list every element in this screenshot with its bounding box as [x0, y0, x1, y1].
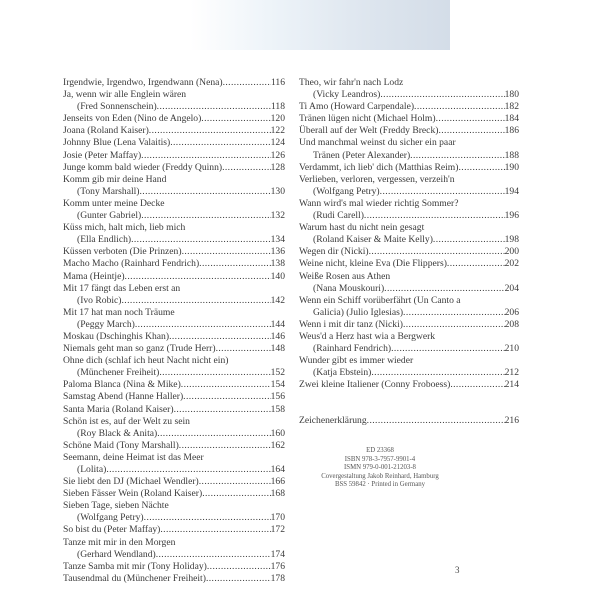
toc-entry-line	[63, 524, 285, 536]
toc-entry-line	[63, 488, 285, 500]
toc-entry-title: Sieben Fässer Wein (Roland Kaiser)	[63, 488, 203, 500]
toc-entry-page: 212	[504, 367, 519, 379]
leader-dots	[450, 379, 504, 391]
leader-dots	[369, 246, 505, 258]
toc-entry-line	[63, 258, 285, 270]
toc-entry-page: 158	[270, 403, 285, 415]
toc-entry-title: Moskau (Dschinghis Khan)	[63, 330, 170, 342]
toc-entry-title: Sieben Tage, sieben Nächte	[63, 500, 169, 512]
toc-entry-page: 210	[504, 343, 519, 355]
toc-entry[interactable]	[299, 137, 519, 161]
toc-entry-title: (Gunter Gabriel)	[77, 210, 142, 222]
toc-entry-page: 200	[504, 246, 519, 258]
toc-entry[interactable]	[299, 379, 519, 391]
toc-entry-title: Tanze mit mir in den Morgen	[63, 536, 176, 548]
toc-entry-page: 202	[504, 258, 519, 270]
toc-entry-line	[299, 379, 519, 391]
toc-entry-title: (Rainhard Fendrich)	[313, 343, 392, 355]
toc-entry-title: Samstag Abend (Hanne Haller)	[63, 391, 184, 403]
toc-entry[interactable]	[63, 150, 285, 162]
toc-entry[interactable]	[299, 162, 519, 174]
leader-dots	[436, 113, 505, 125]
toc-entry-title: (Roland Kaiser & Maite Kelly)	[313, 234, 433, 246]
leader-dots	[160, 524, 270, 536]
toc-entry-title: (Rudi Carell)	[313, 210, 364, 222]
toc-entry-line	[63, 222, 285, 234]
toc-entry[interactable]	[63, 355, 285, 379]
toc-entry-title: Galicia) (Julio Iglesias)	[313, 306, 404, 318]
toc-entry[interactable]	[63, 343, 285, 355]
toc-entry-line	[299, 271, 519, 283]
leader-dots	[183, 391, 270, 403]
toc-entry-line	[63, 89, 285, 101]
toc-entry[interactable]	[63, 77, 285, 89]
toc-entry-page: 184	[504, 113, 519, 125]
leader-dots	[125, 271, 271, 283]
toc-entry[interactable]	[63, 258, 285, 270]
toc-entry-page: 216	[504, 415, 519, 427]
imprint-line: BSS 59842 · Printed in Germany	[334, 481, 426, 489]
toc-entry-page: 140	[270, 270, 285, 282]
toc-entry-line	[63, 416, 285, 428]
toc-entry-line	[299, 113, 519, 125]
toc-entry-title: Paloma Blanca (Nina & Mike)	[63, 379, 181, 391]
toc-entry-line	[299, 355, 519, 367]
leader-dots	[433, 234, 505, 246]
toc-entry-line	[63, 186, 285, 198]
toc-entry-line	[299, 89, 519, 101]
toc-entry-line	[63, 150, 285, 162]
toc-entry-page: 214	[504, 379, 519, 391]
toc-entry-title: (Nana Mouskouri)	[313, 282, 385, 294]
toc-entry-line	[299, 186, 519, 198]
toc-entry-title: Seemann, deine Heimat ist das Meer	[63, 451, 204, 463]
leader-dots	[139, 186, 270, 198]
toc-entry[interactable]	[63, 561, 285, 573]
toc-entry-title: Zwei kleine Italiener (Conny Froboess)	[299, 379, 451, 391]
toc-entry-title: (Wolfgang Petry)	[77, 512, 144, 524]
toc-entry-page: 156	[270, 391, 285, 403]
toc-entry-title: Mit 17 fängt das Leben erst an	[63, 282, 181, 294]
leader-dots	[403, 319, 505, 331]
toc-entry-title: Mit 17 hat man noch Träume	[63, 306, 175, 318]
toc-entry-title: Weus'd a Herz hast wia a Bergwerk	[299, 330, 436, 342]
toc-entry-line	[63, 113, 285, 125]
toc-entry[interactable]	[63, 246, 285, 258]
leader-dots	[170, 137, 270, 149]
toc-entry-line	[63, 343, 285, 355]
toc-entry-page: 208	[504, 318, 519, 330]
toc-entry[interactable]	[63, 440, 285, 452]
toc-entry-line	[299, 198, 519, 210]
toc-entry-page: 172	[270, 524, 285, 536]
toc-entry-line	[63, 464, 285, 476]
toc-entry-title: Ti Amo (Howard Carpendale)	[299, 101, 415, 113]
toc-entry-title: Schön ist es, auf der Welt zu sein	[63, 415, 190, 427]
toc-entry[interactable]	[63, 391, 285, 403]
toc-entry-line	[299, 174, 519, 186]
toc-entry-title: Niemals geht man so ganz (Trude Herr)	[63, 343, 216, 355]
toc-entry[interactable]	[299, 198, 519, 222]
toc-entry-title: (Vicky Leandros)	[313, 89, 381, 101]
toc-entry-page: 134	[270, 234, 285, 246]
leader-dots	[199, 476, 271, 488]
toc-entry-page: 124	[270, 137, 285, 149]
toc-entry-line	[299, 343, 519, 355]
toc-column-left	[63, 77, 285, 585]
toc-entry[interactable]	[63, 283, 285, 307]
leader-dots	[141, 150, 270, 162]
leader-dots	[157, 428, 270, 440]
toc-entry-line	[299, 283, 519, 295]
toc-entry-page: 152	[270, 367, 285, 379]
toc-entry-page: 130	[270, 185, 285, 197]
toc-entry-title: (Ella Endlich)	[77, 234, 132, 246]
leader-dots	[144, 512, 271, 524]
leader-dots	[380, 89, 504, 101]
toc-entry-page: 196	[504, 210, 519, 222]
leader-dots	[106, 464, 270, 476]
leader-dots	[447, 258, 505, 270]
toc-entry-line	[63, 198, 285, 210]
toc-entry-page: 204	[504, 282, 519, 294]
toc-entry[interactable]	[299, 355, 519, 379]
toc-entry-page: 174	[270, 548, 285, 560]
leader-dots	[403, 307, 505, 319]
toc-entry[interactable]	[63, 488, 285, 500]
leader-dots	[414, 101, 505, 113]
toc-entry-title: Santa Maria (Roland Kaiser)	[63, 403, 174, 415]
leader-dots	[371, 367, 504, 379]
toc-entry-line	[63, 452, 285, 464]
toc-entry[interactable]	[63, 573, 285, 585]
leader-dots	[181, 379, 271, 391]
toc-entry-title: (Ivo Robic)	[77, 294, 122, 306]
toc-entry-line	[63, 440, 285, 452]
toc-entry[interactable]	[299, 101, 519, 113]
toc-entry-page: 122	[270, 125, 285, 137]
toc-entry-title: Irgendwie, Irgendwo, Irgendwann (Nena)	[63, 77, 223, 88]
toc-entry-line	[299, 319, 519, 331]
toc-entry-line	[63, 307, 285, 319]
toc-entry-title: Tränen lügen nicht (Michael Holm)	[299, 113, 436, 125]
toc-column-right	[299, 77, 519, 428]
leader-dots	[135, 319, 271, 331]
toc-entry-page: 198	[504, 234, 519, 246]
toc-entry-title: Johnny Blue (Lena Valaitis)	[63, 137, 171, 149]
toc-entry-title: Macho Macho (Rainhard Fendrich)	[63, 258, 200, 270]
toc-entry-page: 118	[270, 101, 285, 113]
toc-entry-page: 188	[504, 149, 519, 161]
toc-entry-page: 170	[270, 512, 285, 524]
leader-dots	[201, 113, 270, 125]
toc-entry[interactable]	[63, 198, 285, 222]
toc-entry-page: 138	[270, 258, 285, 270]
leader-dots	[149, 125, 271, 137]
leader-dots	[223, 77, 271, 89]
toc-entry-title: Tränen (Peter Alexander)	[313, 149, 411, 161]
leader-dots	[410, 150, 504, 162]
toc-entry[interactable]	[63, 137, 285, 149]
toc-entry-page: 182	[504, 101, 519, 113]
toc-entry-title: Tausendmal du (Münchener Freiheit)	[63, 572, 206, 584]
toc-entry[interactable]	[63, 537, 285, 561]
toc-entry[interactable]	[63, 222, 285, 246]
toc-entry-line	[63, 404, 285, 416]
leader-dots	[159, 367, 270, 379]
toc-entry-title: Zeichenerklärung	[299, 415, 367, 427]
toc-entry-page: 162	[270, 439, 285, 451]
toc-entry-line	[299, 162, 519, 174]
toc-entry-title: Sie liebt den DJ (Michael Wendler)	[63, 476, 199, 488]
toc-entry-title: Und manchmal weinst du sicher ein paar	[299, 137, 456, 149]
toc-entry-line	[63, 331, 285, 343]
leader-dots	[182, 246, 271, 258]
toc-entry[interactable]	[63, 331, 285, 343]
toc-entry[interactable]	[299, 331, 519, 355]
toc-entry-line	[63, 246, 285, 258]
toc-entry-line	[63, 476, 285, 488]
imprint-line: ED 23368	[366, 447, 394, 454]
imprint-line: ISMN 979-0-001-21203-8	[344, 464, 416, 472]
toc-entry-title: Wann wird's mal wieder richtig Sommer?	[299, 197, 459, 209]
page-number: 3	[455, 565, 460, 575]
leader-dots	[179, 440, 271, 452]
leader-dots	[157, 101, 271, 113]
leader-dots	[169, 331, 271, 343]
toc-entry[interactable]	[63, 89, 285, 113]
leader-dots	[207, 561, 271, 573]
toc-entry-line	[299, 137, 519, 149]
toc-entry-page: 178	[270, 572, 285, 584]
toc-entry-title: (Lolita)	[77, 464, 107, 475]
toc-entry-title: (Fred Sonnenschein)	[77, 101, 157, 113]
toc-entry-line	[63, 162, 285, 174]
toc-entry[interactable]	[299, 113, 519, 125]
toc-entry-title: Überall auf der Welt (Freddy Breck)	[299, 125, 439, 137]
toc-entry-title: (Wolfgang Petry)	[313, 185, 380, 197]
toc-entry-page: 180	[504, 89, 519, 101]
toc-entry-line	[299, 367, 519, 379]
toc-entry-line	[63, 391, 285, 403]
leader-dots	[364, 210, 505, 222]
toc-entry-title: Joana (Roland Kaiser)	[63, 125, 149, 137]
toc-entry-line	[299, 307, 519, 319]
toc-entry[interactable]	[63, 271, 285, 283]
toc-entry[interactable]	[63, 476, 285, 488]
toc-entry-line	[63, 549, 285, 561]
toc-entry-page: 194	[504, 185, 519, 197]
leader-dots	[384, 283, 504, 295]
toc-entry-page: 142	[270, 294, 285, 306]
toc-entry-title: (Tony Marshall)	[77, 185, 140, 197]
imprint-line: Covergestaltung Jakob Reinhard, Hamburg	[321, 472, 439, 480]
toc-entry-page: 166	[270, 476, 285, 488]
toc-entry-page: 206	[504, 306, 519, 318]
leader-dots	[206, 573, 271, 585]
header-gradient-band	[190, 0, 450, 50]
toc-entry-title: Schöne Maid (Tony Marshall)	[63, 439, 179, 451]
toc-entry-line	[63, 367, 285, 379]
leader-dots	[438, 125, 504, 137]
toc-entry-page: 164	[270, 464, 285, 475]
toc-entry[interactable]	[63, 404, 285, 416]
toc-entry-title: Weiße Rosen aus Athen	[299, 270, 391, 282]
toc-entry[interactable]	[63, 524, 285, 536]
imprint-block	[320, 447, 440, 490]
toc-entry-line	[63, 428, 285, 440]
toc-entry[interactable]	[63, 162, 285, 174]
toc-entry-line	[63, 573, 285, 585]
toc-entry-page: 146	[270, 330, 285, 342]
leader-dots	[380, 186, 505, 198]
toc-entry[interactable]	[299, 174, 519, 198]
toc-entry-title: (Gerhard Wendland)	[77, 548, 156, 560]
toc-entry[interactable]	[299, 77, 519, 101]
toc-entry[interactable]	[63, 379, 285, 391]
toc-entry-line	[63, 319, 285, 331]
toc-entry-title: Komm unter meine Decke	[63, 197, 165, 209]
toc-entry-line	[299, 331, 519, 343]
imprint-line: ISBN 978-3-7957-9901-4	[344, 455, 416, 463]
toc-entry[interactable]	[63, 174, 285, 198]
toc-entry-page: 116	[270, 77, 285, 88]
toc-entry-title: (Roy Black & Anita)	[77, 427, 158, 439]
toc-entry-title: Wegen dir (Nicki)	[299, 246, 369, 258]
toc-entry-title: Verlieben, verloren, vergessen, verzeih'n	[299, 173, 455, 185]
toc-entry-page: 186	[504, 125, 519, 137]
toc-entry-line	[63, 561, 285, 573]
leader-dots	[131, 234, 271, 246]
toc-entry-title: Wunder gibt es immer wieder	[299, 355, 414, 367]
leader-dots	[156, 549, 271, 561]
toc-entry-page: 190	[504, 161, 519, 173]
toc-entry-title: Wenn i mit dir tanz (Nicki)	[299, 318, 403, 330]
toc-entry[interactable]	[63, 307, 285, 331]
toc-entry[interactable]	[299, 271, 519, 295]
toc-entry[interactable]	[63, 416, 285, 440]
leader-dots	[458, 162, 504, 174]
toc-entry-title: Junge komm bald wieder (Freddy Quinn)	[63, 161, 223, 173]
toc-entry-line	[299, 77, 519, 89]
toc-entry-title: Tanze Samba mit mir (Tony Holiday)	[63, 560, 207, 572]
toc-entry-page: 136	[270, 246, 285, 258]
toc-entry-page: 168	[270, 488, 285, 500]
toc-entry[interactable]	[299, 295, 519, 319]
toc-entry-line	[299, 101, 519, 113]
toc-entry-line	[63, 295, 285, 307]
toc-entry-line	[63, 101, 285, 113]
toc-entry-line	[63, 379, 285, 391]
toc-entry-page: 148	[270, 343, 285, 355]
toc-entry-title: Warum hast du nicht nein gesagt	[299, 222, 425, 234]
toc-entry-line	[299, 210, 519, 222]
leader-dots	[199, 258, 270, 270]
toc-entry-title: Ja, wenn wir alle Englein wären	[63, 89, 187, 101]
leader-dots	[391, 343, 505, 355]
toc-entry-legend[interactable]	[299, 415, 519, 427]
toc-entry-page: 176	[270, 560, 285, 572]
toc-entry-line	[299, 234, 519, 246]
toc-entry-title: Küss mich, halt mich, lieb mich	[63, 222, 186, 234]
toc-entry-title: Josie (Peter Maffay)	[63, 149, 142, 161]
toc-entry-title: So bist du (Peter Maffay)	[63, 524, 161, 536]
toc-entry-title: (Katja Ebstein)	[313, 367, 372, 379]
toc-entry-title: Komm gib mir deine Hand	[63, 173, 167, 185]
toc-entry-title: Jenseits von Eden (Nino de Angelo)	[63, 113, 202, 125]
toc-entry-line	[299, 125, 519, 137]
toc-entry-page: 132	[270, 210, 285, 222]
toc-entry-title: Theo, wir fahr'n nach Lodz	[299, 77, 404, 88]
toc-entry[interactable]	[299, 246, 519, 258]
toc-entry-line	[63, 210, 285, 222]
toc-entry[interactable]	[63, 500, 285, 524]
toc-entry-line	[63, 137, 285, 149]
toc-entry-line	[299, 258, 519, 270]
toc-entry-title: Ohne dich (schlaf ich heut Nacht nicht ein)	[63, 355, 229, 367]
toc-entry-line	[299, 222, 519, 234]
leader-dots	[202, 488, 270, 500]
toc-entry[interactable]	[63, 125, 285, 137]
toc-entry-title: Mama (Heintje)	[63, 270, 125, 282]
toc-entry-title: Küssen verboten (Die Prinzen)	[63, 246, 182, 258]
toc-entry-line	[63, 512, 285, 524]
toc-entry-line	[63, 125, 285, 137]
toc-entry-line	[63, 355, 285, 367]
toc-entry[interactable]	[299, 258, 519, 270]
toc-entry-title: Weine nicht, kleine Eva (Die Flippers)	[299, 258, 447, 270]
toc-entry[interactable]	[299, 125, 519, 137]
toc-entry-page: 120	[270, 113, 285, 125]
toc-entry-line	[299, 150, 519, 162]
toc-entry-page: 160	[270, 427, 285, 439]
leader-dots	[174, 404, 271, 416]
toc-entry-line	[63, 283, 285, 295]
leader-dots	[222, 162, 271, 174]
toc-entry[interactable]	[63, 452, 285, 476]
toc-spacer	[299, 391, 519, 415]
toc-entry-line	[299, 246, 519, 258]
toc-entry-page: 126	[270, 149, 285, 161]
toc-entry-title: Verdammt, ich lieb' dich (Matthias Reim)	[299, 161, 459, 173]
toc-entry[interactable]	[299, 319, 519, 331]
toc-entry-title: (Peggy March)	[77, 318, 135, 330]
leader-dots	[141, 210, 270, 222]
toc-entry-page: 144	[270, 318, 285, 330]
leader-dots	[216, 343, 271, 355]
leader-dots	[367, 415, 505, 427]
toc-entry-line	[63, 537, 285, 549]
toc-entry-page: 154	[270, 379, 285, 391]
toc-entry[interactable]	[63, 113, 285, 125]
toc-entry-line	[299, 295, 519, 307]
toc-entry-page: 128	[270, 161, 285, 173]
toc-entry-line	[63, 500, 285, 512]
toc-entry-line	[63, 234, 285, 246]
toc-entry-title: (Münchener Freiheit)	[77, 367, 160, 379]
toc-entry-line	[63, 174, 285, 186]
toc-entry-line	[63, 271, 285, 283]
toc-entry[interactable]	[299, 222, 519, 246]
toc-entry-line	[63, 77, 285, 89]
toc-entry-title: Wenn ein Schiff vorüberfährt (Un Canto a	[299, 294, 461, 306]
leader-dots	[122, 295, 271, 307]
